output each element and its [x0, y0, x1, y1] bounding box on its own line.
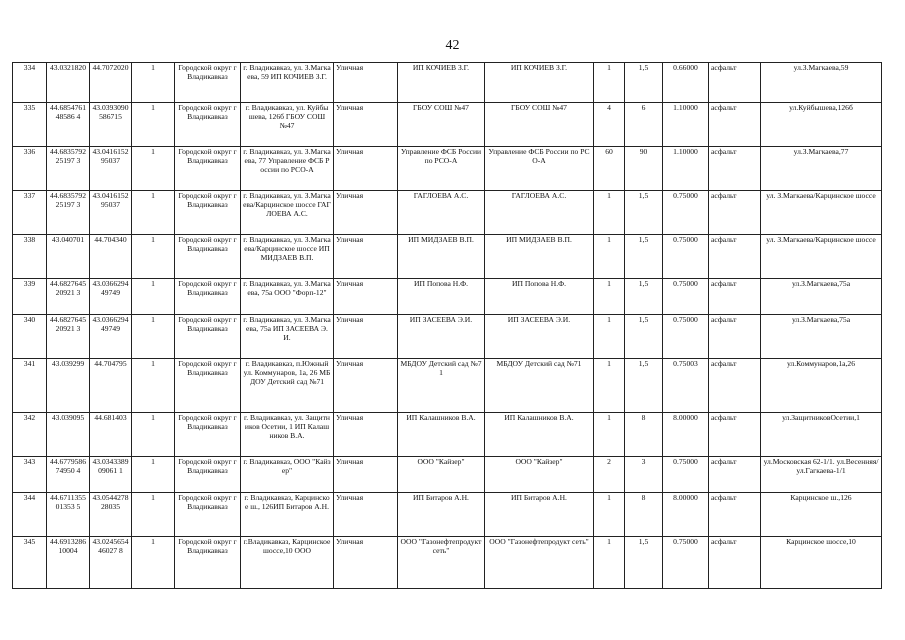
cell-type: Уличная — [334, 315, 398, 359]
table-row — [13, 63, 882, 103]
cell-okrug: Городской округ г Владикавказ — [175, 147, 241, 191]
cell-count: 1 — [594, 537, 625, 589]
cell-location: ул.З.Магкаева,77 — [761, 147, 882, 191]
cell-count: 1 — [594, 493, 625, 537]
cell-longitude: 43.0393090586715 — [90, 103, 132, 147]
cell-area: 0.75000 — [663, 191, 709, 235]
cell-type: Уличная — [334, 63, 398, 103]
cell-number: 342 — [13, 413, 47, 457]
cell-user: ООО "Газонефтепродукт сеть" — [485, 537, 594, 589]
cell-address: г. Владикавказ, ул. З.Магкаева, 75а ООО "Форп-12" — [241, 279, 334, 315]
cell-volume: 8 — [625, 413, 663, 457]
cell-owner: ИП ЗАСЕЕВА Э.И. — [398, 315, 485, 359]
cell-longitude: 44.681403 — [90, 413, 132, 457]
cell-location: ул.Куйбышева,126б — [761, 103, 882, 147]
cell-area: 0.75000 — [663, 315, 709, 359]
table-row — [13, 235, 882, 279]
cell-type: Уличная — [334, 279, 398, 315]
cell-owner: ГАГЛОЕВА А.С. — [398, 191, 485, 235]
cell-location: ул. З.Магкаева/Карцинское шоссе — [761, 235, 882, 279]
cell-cover: асфальт — [709, 235, 761, 279]
table-row — [13, 537, 882, 589]
cell-address: г.Владикавказ, Карцинское шоссе,10 ООО — [241, 537, 334, 589]
cell-area: 8.00000 — [663, 493, 709, 537]
cell-address: г. Владикавказ, ул. З.Магкаева/Карцинское шоссе ИП МИДЗАЕВ В.П. — [241, 235, 334, 279]
cell-one: 1 — [132, 537, 175, 589]
cell-area: 0.75000 — [663, 279, 709, 315]
cell-owner: ГБОУ СОШ №47 — [398, 103, 485, 147]
cell-address: г. Владикавказ, ул. З.Магкаева, 75а ИП ЗАСЕЕВА Э.И. — [241, 315, 334, 359]
table-row — [13, 279, 882, 315]
cell-address: г. Владикавказ, ул. З.Магкаева, 77 Управление ФСБ России по РСО-А — [241, 147, 334, 191]
cell-cover: асфальт — [709, 191, 761, 235]
cell-latitude: 44.683579225197 3 — [47, 191, 90, 235]
cell-one: 1 — [132, 279, 175, 315]
cell-address: г. Владикавказ, ООО "Кайзер" — [241, 457, 334, 493]
cell-volume: 1,5 — [625, 359, 663, 413]
cell-number: 340 — [13, 315, 47, 359]
cell-area: 0.75000 — [663, 235, 709, 279]
cell-type: Уличная — [334, 413, 398, 457]
cell-longitude: 43.054427828035 — [90, 493, 132, 537]
cell-volume: 6 — [625, 103, 663, 147]
cell-longitude: 43.036629449749 — [90, 315, 132, 359]
table-row — [13, 493, 882, 537]
cell-latitude: 43.039299 — [47, 359, 90, 413]
cell-owner: ИП Калашников В.А. — [398, 413, 485, 457]
cell-area: 0.75003 — [663, 359, 709, 413]
cell-count: 1 — [594, 63, 625, 103]
cell-location: ул.З.Магкаева,59 — [761, 63, 882, 103]
cell-longitude: 43.024565446027 8 — [90, 537, 132, 589]
table-row — [13, 191, 882, 235]
cell-count: 4 — [594, 103, 625, 147]
cell-one: 1 — [132, 235, 175, 279]
cell-cover: асфальт — [709, 63, 761, 103]
cell-count: 1 — [594, 191, 625, 235]
cell-one: 1 — [132, 147, 175, 191]
cell-okrug: Городской округ г Владикавказ — [175, 279, 241, 315]
cell-location: Карцинское шоссе,10 — [761, 537, 882, 589]
cell-address: г. Владикавказ, Карцинское ш., 126ИП Битаров А.Н. — [241, 493, 334, 537]
table-row — [13, 413, 882, 457]
cell-volume: 3 — [625, 457, 663, 493]
cell-count: 1 — [594, 315, 625, 359]
cell-volume: 90 — [625, 147, 663, 191]
cell-area: 0.66000 — [663, 63, 709, 103]
cell-area: 8.00000 — [663, 413, 709, 457]
cell-user: ООО "Кайзер" — [485, 457, 594, 493]
cell-count: 60 — [594, 147, 625, 191]
cell-type: Уличная — [334, 235, 398, 279]
cell-volume: 1,5 — [625, 315, 663, 359]
registry-table — [12, 62, 882, 589]
cell-cover: асфальт — [709, 279, 761, 315]
cell-owner: ИП МИДЗАЕВ В.П. — [398, 235, 485, 279]
cell-user: ГБОУ СОШ №47 — [485, 103, 594, 147]
cell-cover: асфальт — [709, 457, 761, 493]
cell-latitude: 44.691328610004 — [47, 537, 90, 589]
cell-one: 1 — [132, 359, 175, 413]
cell-longitude: 43.041615295037 — [90, 191, 132, 235]
cell-number: 338 — [13, 235, 47, 279]
cell-number: 336 — [13, 147, 47, 191]
cell-type: Уличная — [334, 147, 398, 191]
cell-cover: асфальт — [709, 359, 761, 413]
cell-area: 1.10000 — [663, 147, 709, 191]
cell-longitude: 44.704340 — [90, 235, 132, 279]
cell-address: г. Владикавказ, п.Южный ул. Коммунаров, 1а, 26 МБДОУ Детский сад №71 — [241, 359, 334, 413]
cell-count: 2 — [594, 457, 625, 493]
table-row — [13, 147, 882, 191]
cell-user: ИП Битаров А.Н. — [485, 493, 594, 537]
cell-latitude: 44.682764520921 3 — [47, 315, 90, 359]
cell-latitude: 43.040701 — [47, 235, 90, 279]
cell-volume: 1,5 — [625, 537, 663, 589]
cell-one: 1 — [132, 457, 175, 493]
cell-number: 335 — [13, 103, 47, 147]
cell-user: ИП Попова Н.Ф. — [485, 279, 594, 315]
cell-area: 1.10000 — [663, 103, 709, 147]
cell-location: ул.З.Магкаева,75а — [761, 279, 882, 315]
cell-okrug: Городской округ г Владикавказ — [175, 493, 241, 537]
cell-address: г. Владикавказ, ул. Защитников Осетии, 1 ИП Калашников В.А. — [241, 413, 334, 457]
cell-owner: ООО "Кайзер" — [398, 457, 485, 493]
table-row — [13, 457, 882, 493]
cell-type: Уличная — [334, 191, 398, 235]
cell-number: 344 — [13, 493, 47, 537]
cell-one: 1 — [132, 63, 175, 103]
table-row — [13, 103, 882, 147]
cell-number: 334 — [13, 63, 47, 103]
cell-owner: ООО "Газонефтепродукт сеть" — [398, 537, 485, 589]
cell-cover: асфальт — [709, 493, 761, 537]
cell-latitude: 44.671135501353 5 — [47, 493, 90, 537]
cell-owner: ИП Попова Н.Ф. — [398, 279, 485, 315]
cell-one: 1 — [132, 191, 175, 235]
registry-rows — [13, 63, 882, 589]
cell-latitude: 44.677958674950 4 — [47, 457, 90, 493]
cell-type: Уличная — [334, 457, 398, 493]
cell-user: ИП ЗАСЕЕВА Э.И. — [485, 315, 594, 359]
cell-cover: асфальт — [709, 103, 761, 147]
cell-okrug: Городской округ г Владикавказ — [175, 537, 241, 589]
cell-okrug: Городской округ г Владикавказ — [175, 103, 241, 147]
cell-user: ИП МИДЗАЕВ В.П. — [485, 235, 594, 279]
cell-location: ул. З.Магкаева/Карцинское шоссе — [761, 191, 882, 235]
table-row — [13, 359, 882, 413]
cell-longitude: 44.7072020 — [90, 63, 132, 103]
cell-area: 0.75000 — [663, 537, 709, 589]
cell-volume: 1,5 — [625, 191, 663, 235]
cell-user: ИП Калашников В.А. — [485, 413, 594, 457]
cell-okrug: Городской округ г Владикавказ — [175, 63, 241, 103]
cell-latitude: 43.0321820 — [47, 63, 90, 103]
cell-user: ИП КОЧИЕВ З.Г. — [485, 63, 594, 103]
cell-count: 1 — [594, 279, 625, 315]
cell-longitude: 44.704795 — [90, 359, 132, 413]
cell-volume: 1,5 — [625, 235, 663, 279]
cell-number: 343 — [13, 457, 47, 493]
cell-type: Уличная — [334, 493, 398, 537]
cell-volume: 8 — [625, 493, 663, 537]
cell-cover: асфальт — [709, 147, 761, 191]
cell-cover: асфальт — [709, 413, 761, 457]
cell-address: г. Владикавказ, ул. З.Магкаева/Карцинское шоссе ГАГЛОЕВА А.С. — [241, 191, 334, 235]
cell-user: МБДОУ Детский сад №71 — [485, 359, 594, 413]
cell-latitude: 44.685476148586 4 — [47, 103, 90, 147]
cell-location: ул.ЗащитниковОсетии,1 — [761, 413, 882, 457]
cell-latitude: 43.039095 — [47, 413, 90, 457]
cell-number: 345 — [13, 537, 47, 589]
cell-one: 1 — [132, 493, 175, 537]
cell-okrug: Городской округ г Владикавказ — [175, 191, 241, 235]
cell-one: 1 — [132, 413, 175, 457]
cell-okrug: Городской округ г Владикавказ — [175, 315, 241, 359]
cell-longitude: 43.041615295037 — [90, 147, 132, 191]
cell-owner: Управление ФСБ России по РСО-А — [398, 147, 485, 191]
cell-count: 1 — [594, 359, 625, 413]
cell-location: ул.Московская 62-1/1. ул.Весенняя/ул.Гагкаева-1/1 — [761, 457, 882, 493]
cell-okrug: Городской округ г Владикавказ — [175, 359, 241, 413]
cell-count: 1 — [594, 413, 625, 457]
cell-type: Уличная — [334, 537, 398, 589]
page-number: 42 — [445, 38, 460, 53]
cell-volume: 1,5 — [625, 279, 663, 315]
cell-user: ГАГЛОЕВА А.С. — [485, 191, 594, 235]
cell-number: 339 — [13, 279, 47, 315]
cell-latitude: 44.683579225197 3 — [47, 147, 90, 191]
cell-volume: 1,5 — [625, 63, 663, 103]
cell-area: 0.75000 — [663, 457, 709, 493]
cell-count: 1 — [594, 235, 625, 279]
cell-number: 337 — [13, 191, 47, 235]
cell-longitude: 43.036629449749 — [90, 279, 132, 315]
cell-owner: МБДОУ Детский сад №71 — [398, 359, 485, 413]
cell-one: 1 — [132, 103, 175, 147]
cell-type: Уличная — [334, 103, 398, 147]
cell-address: г. Владикавказ, ул. З.Магкаева, 59 ИП КОЧИЕВ З.Г. — [241, 63, 334, 103]
cell-address: г. Владикавказ, ул. Куйбышева, 126б ГБОУ СОШ №47 — [241, 103, 334, 147]
cell-cover: асфальт — [709, 315, 761, 359]
cell-number: 341 — [13, 359, 47, 413]
cell-okrug: Городской округ г Владикавказ — [175, 235, 241, 279]
cell-user: Управление ФСБ России по РСО-А — [485, 147, 594, 191]
cell-type: Уличная — [334, 359, 398, 413]
cell-location: ул.Коммунаров,1а,26 — [761, 359, 882, 413]
cell-okrug: Городской округ г Владикавказ — [175, 457, 241, 493]
cell-location: ул.З.Магкаева,75а — [761, 315, 882, 359]
cell-owner: ИП Битаров А.Н. — [398, 493, 485, 537]
cell-one: 1 — [132, 315, 175, 359]
table-row — [13, 315, 882, 359]
cell-owner: ИП КОЧИЕВ З.Г. — [398, 63, 485, 103]
cell-latitude: 44.682764520921 3 — [47, 279, 90, 315]
cell-longitude: 43.034338909061 1 — [90, 457, 132, 493]
cell-cover: асфальт — [709, 537, 761, 589]
cell-location: Карцинское ш.,126 — [761, 493, 882, 537]
cell-okrug: Городской округ г Владикавказ — [175, 413, 241, 457]
